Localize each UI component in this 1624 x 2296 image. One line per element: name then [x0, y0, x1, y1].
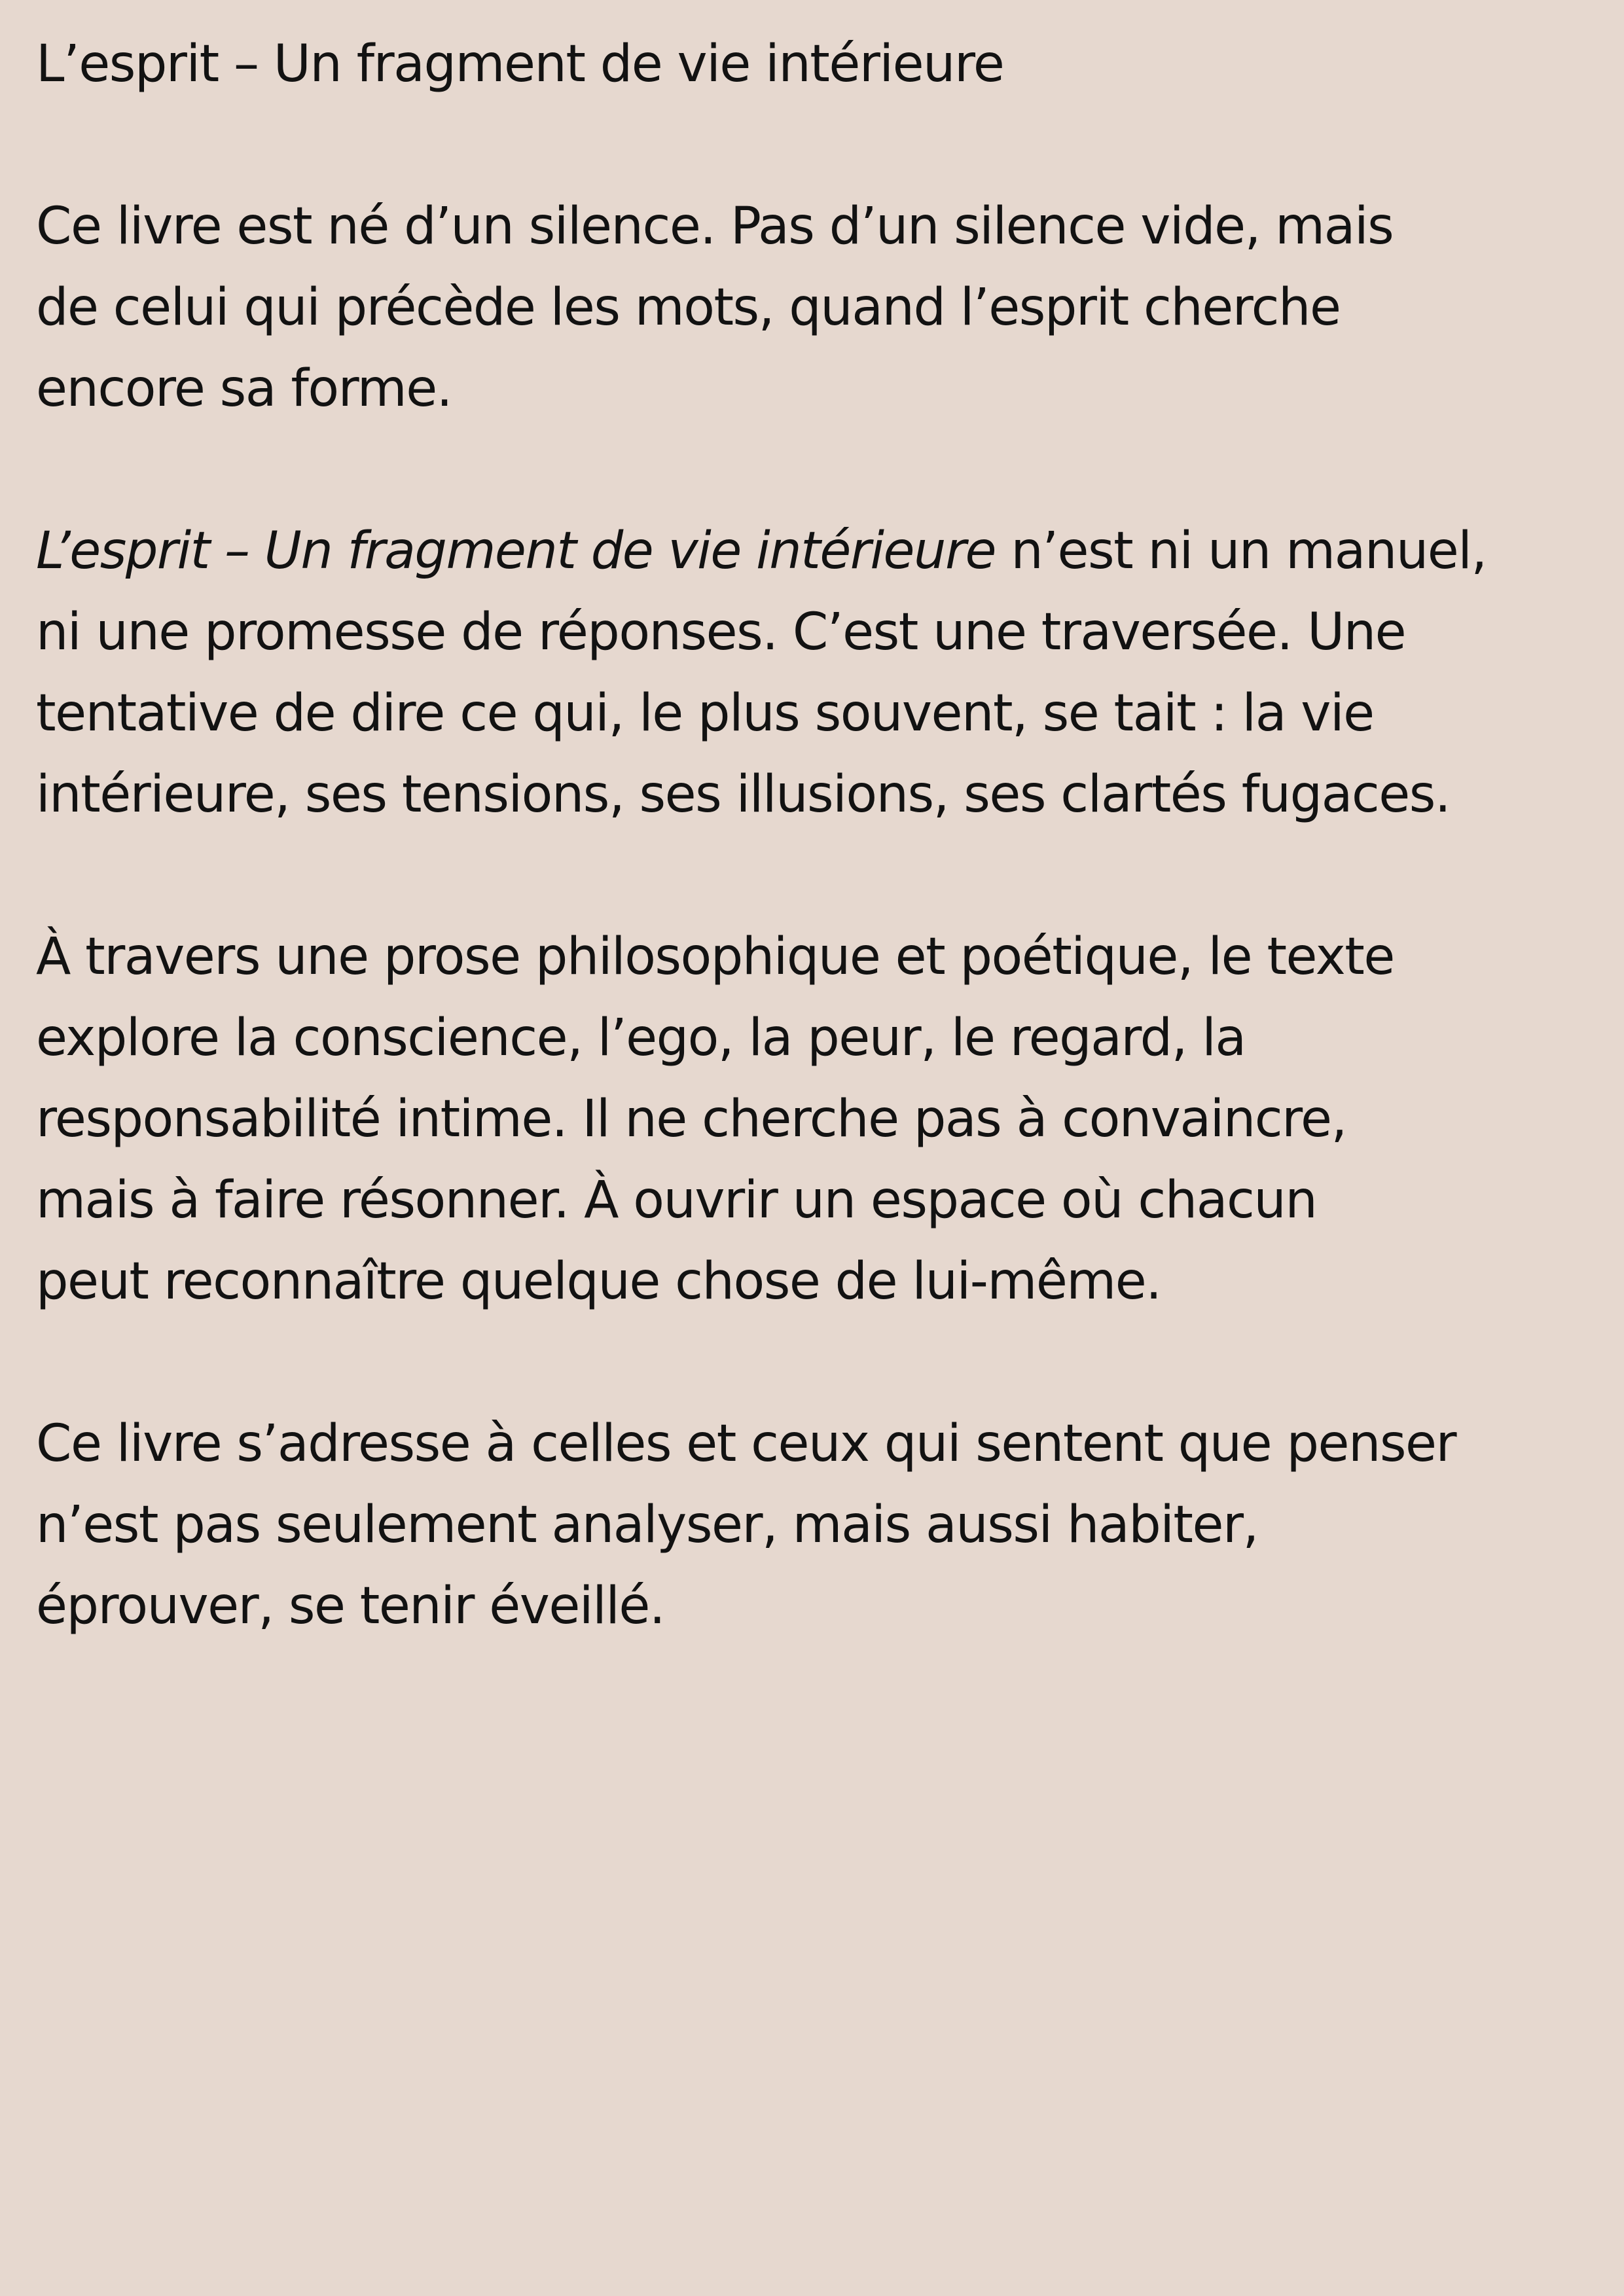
paragraph-4 — [36, 1403, 1588, 1647]
paragraph-1 — [36, 186, 1588, 429]
paragraph-line: Ce livre s’adresse à celles et ceux qui sentent que penser — [36, 1414, 1456, 1473]
paragraph-line: éprouver, se tenir éveillé. — [36, 1577, 665, 1636]
paragraph-line: tentative de dire ce qui, le plus souvent, se tait : la vie — [36, 684, 1374, 743]
paragraph-line: mais à faire résonner. À ouvrir un espace où chacun — [36, 1171, 1317, 1230]
paragraph-2 — [36, 511, 1588, 835]
paragraph-line-rest: n’est ni un manuel, — [996, 522, 1487, 581]
paragraph-line: ni une promesse de réponses. C’est une traversée. Une — [36, 603, 1406, 662]
italic-book-title: L’esprit – Un fragment de vie intérieure — [36, 522, 996, 581]
paragraph-line: n’est pas seulement analyser, mais aussi habiter, — [36, 1496, 1258, 1554]
paragraph-line: peut reconnaître quelque chose de lui-même. — [36, 1252, 1161, 1311]
paragraph-line: encore sa forme. — [36, 359, 452, 418]
paragraph-line: À travers une prose philosophique et poétique, le texte — [36, 927, 1394, 986]
paragraph-line: de celui qui précède les mots, quand l’esprit cherche — [36, 278, 1341, 337]
paragraph-line: Ce livre est né d’un silence. Pas d’un silence vide, mais — [36, 197, 1394, 256]
paragraph-line: responsabilité intime. Il ne cherche pas à convaincre, — [36, 1090, 1346, 1149]
paragraph-line — [36, 511, 1588, 592]
paragraph-line: intérieure, ses tensions, ses illusions, ses clartés fugaces. — [36, 765, 1451, 824]
paragraph-3 — [36, 916, 1588, 1322]
paragraph-line: explore la conscience, l’ego, la peur, le regard, la — [36, 1009, 1246, 1067]
document-title: L’esprit – Un fragment de vie intérieure — [36, 35, 1004, 94]
